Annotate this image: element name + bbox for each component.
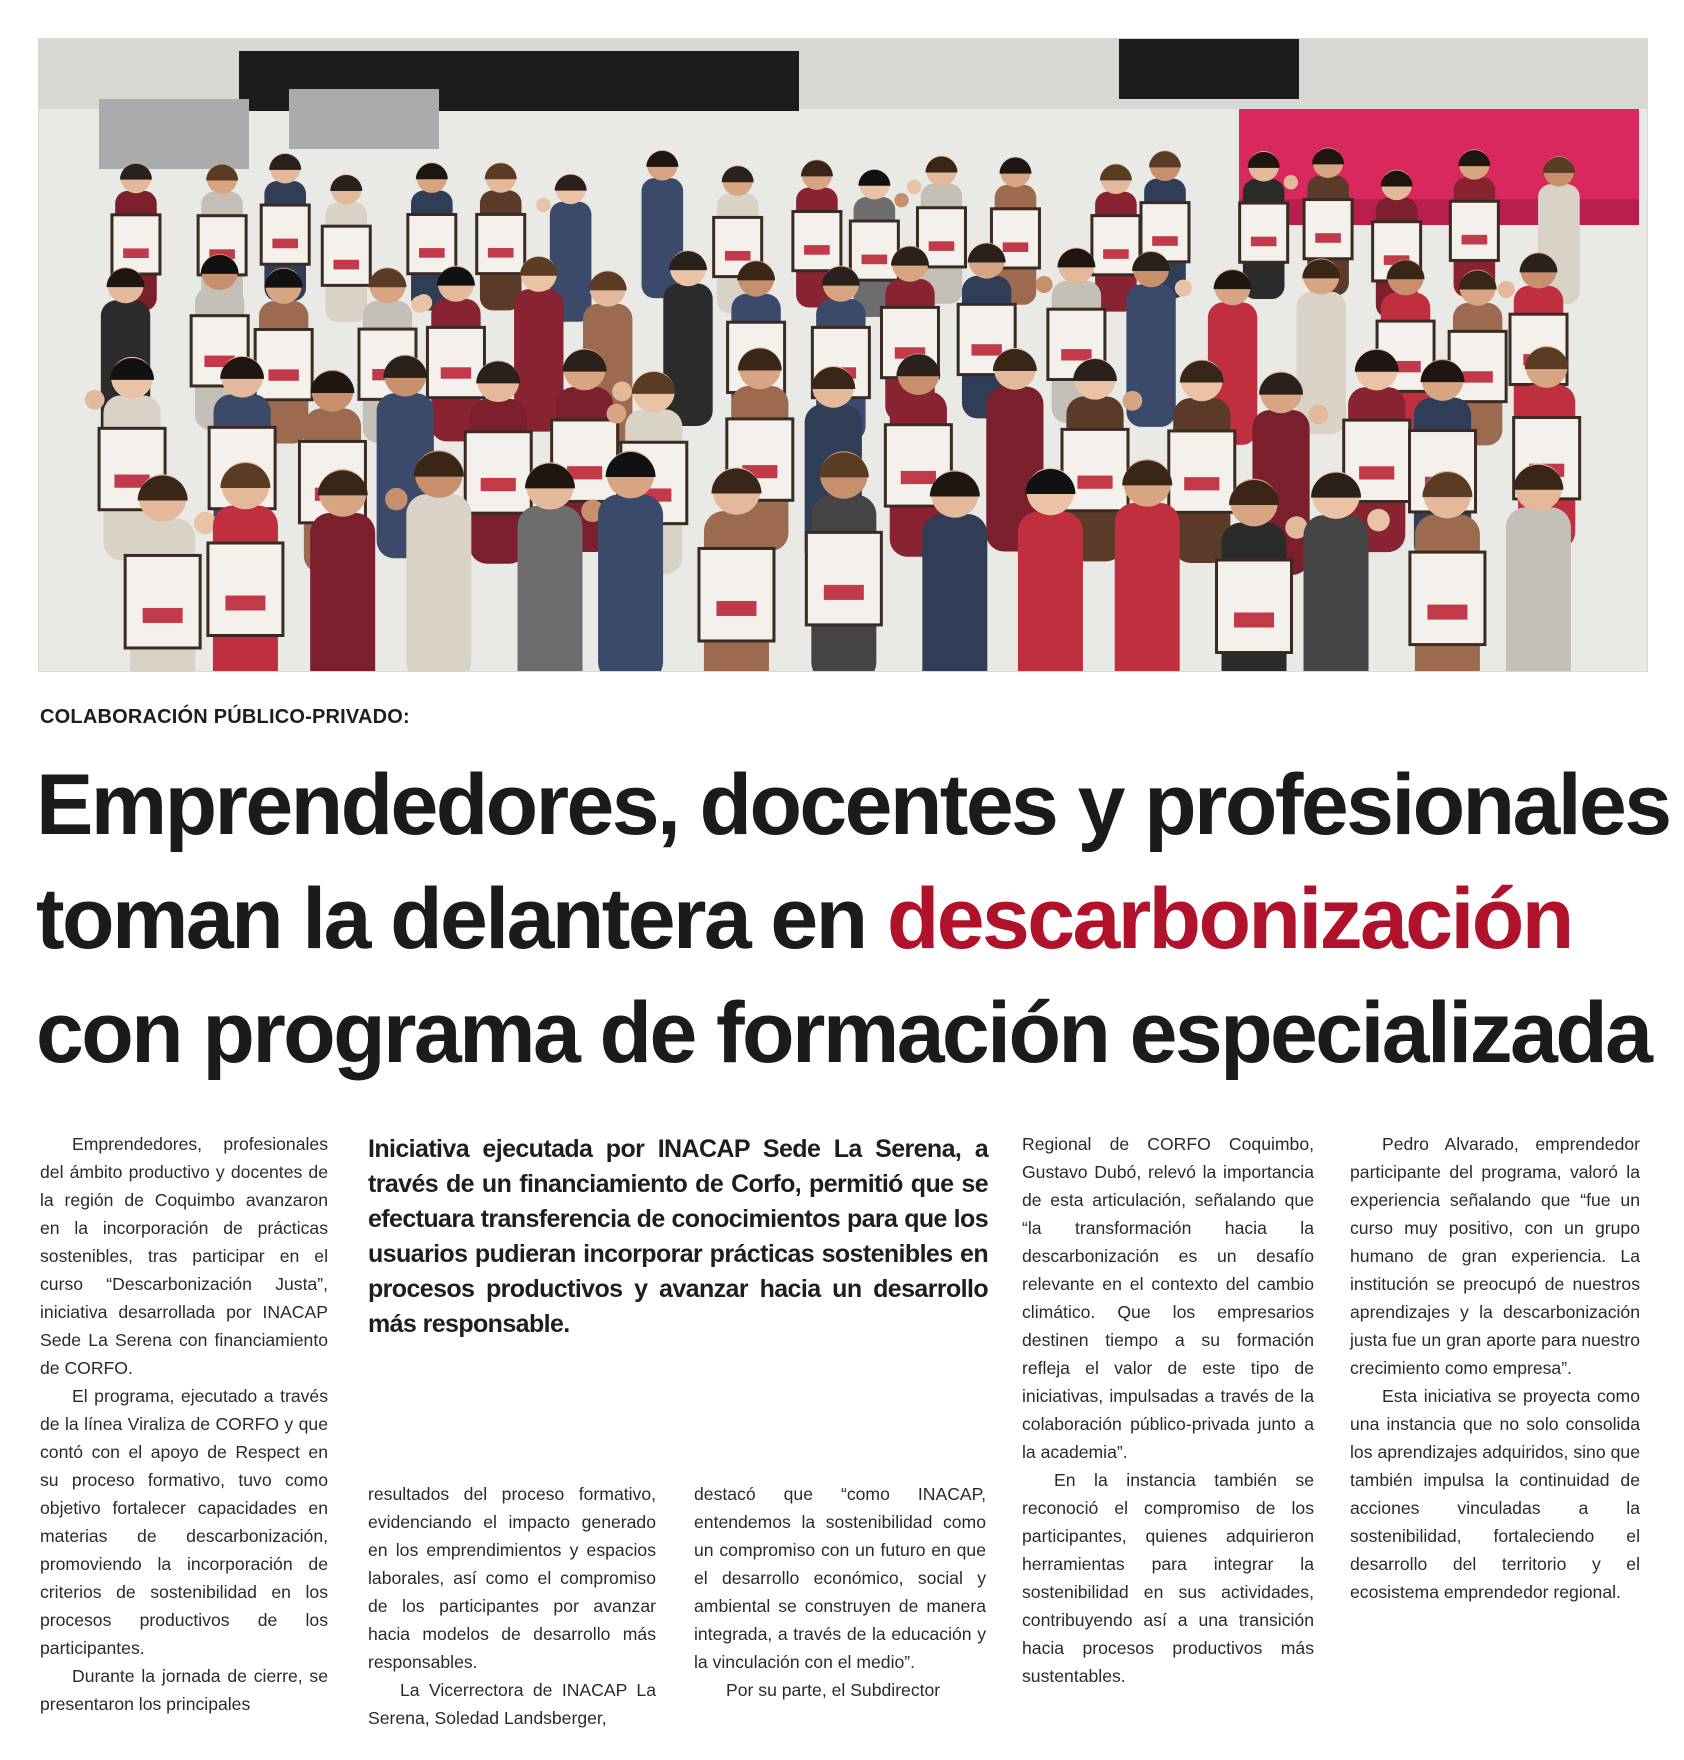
paragraph: Esta iniciativa se proyecta como una instancia que no solo consolida los aprendizajes adquiridos, sino que también impulsa la continuidad de acciones vinculadas a la sostenibilidad, fortaleciendo el desarrollo del territorio y el ecosistema emprendedor regional. — [1350, 1386, 1640, 1602]
paragraph: Emprendedores, profesionales del ámbito productivo y docentes de la región de Coquimbo avanzaron en la incorporación de prácticas sostenibles, tras participar en el curso “Descarbonización Justa”, iniciativa desarrollada por INACAP Sede La Serena con financiamiento de CORFO. — [40, 1134, 328, 1378]
article-headline — [36, 748, 1670, 1090]
headline-accent-word: descarbonización — [886, 871, 1572, 967]
article-lead: Iniciativa ejecutada por INACAP Sede La Serena, a través de un financiamiento de Corfo, permitió que se efectuara transferencia de conocimientos para que los usuarios pudieran incorporar prácticas sostenibles en procesos productivos y avanzar hacia un desarrollo más responsable. — [368, 1135, 988, 1338]
paragraph: Regional de CORFO Coquimbo, Gustavo Dubó, relevó la importancia de esta articulación, señalando que “la transformación hacia la descarbonización es un desafío relevante en el contexto del cambio climático. Que los empresarios destinen tiempo a su formación refleja el valor de este tipo de iniciativas, impulsadas a través de la colaboración público-privada junto a la academia”. — [1022, 1134, 1314, 1462]
article-kicker: COLABORACIÓN PÚBLICO-PRIVADO: — [40, 706, 410, 728]
headline-line-3: con programa de formación especializada — [36, 985, 1651, 1081]
paragraph: La Vicerrectora de INACAP La Serena, Soledad Landsberger, — [368, 1680, 656, 1728]
paragraph: Pedro Alvarado, emprendedor participante del programa, valoró la experiencia señalando que “fue un curso muy positivo, con un grupo humano de gran experiencia. La institución se preocupó de nuestros aprendizajes y la descarbonización justa fue un gran aporte para nuestro crecimiento como empresa”. — [1350, 1134, 1640, 1378]
group-photo — [38, 38, 1648, 672]
paragraph: resultados del proceso formativo, evidenciando el impacto generado en los emprendimientos y espacios laborales, así como el compromiso de los participantes por avanzar hacia modelos de desarrollo más responsables. — [368, 1484, 656, 1672]
article-column-1 — [40, 1130, 328, 1718]
paragraph: Por su parte, el Subdirector — [726, 1680, 941, 1700]
group-photo-icon — [39, 39, 1647, 671]
paragraph: El programa, ejecutado a través de la línea Viraliza de CORFO y que contó con el apoyo de Respect en su proceso formativo, tuvo como objetivo fortalecer capacidades en materias de descarbonización, promoviendo la incorporación de criterios de sostenibilidad en los procesos productivos de los participantes. — [40, 1386, 328, 1658]
article-column-3 — [694, 1480, 986, 1704]
headline-line-1: Emprendedores, docentes y profesionales — [36, 757, 1670, 853]
paragraph: destacó que “como INACAP, entendemos la sostenibilidad como un compromiso con un futuro en que el desarrollo económico, social y ambiental se construyen de manera integrada, a través de la educación y la vinculación con el medio”. — [694, 1484, 986, 1672]
paragraph: Durante la jornada de cierre, se presentaron los principales — [40, 1666, 328, 1714]
article-column-4 — [1022, 1130, 1314, 1690]
headline-line-2 — [36, 862, 1656, 976]
article-column-5 — [1350, 1130, 1640, 1606]
headline-line-2-start: toman la delantera en — [36, 871, 887, 967]
article-column-2 — [368, 1480, 656, 1732]
paragraph: En la instancia también se reconoció el compromiso de los participantes, quienes adquirieron herramientas para integrar la sostenibilidad en sus actividades, contribuyendo así a una transición hacia procesos productivos más sustentables. — [1022, 1470, 1314, 1686]
